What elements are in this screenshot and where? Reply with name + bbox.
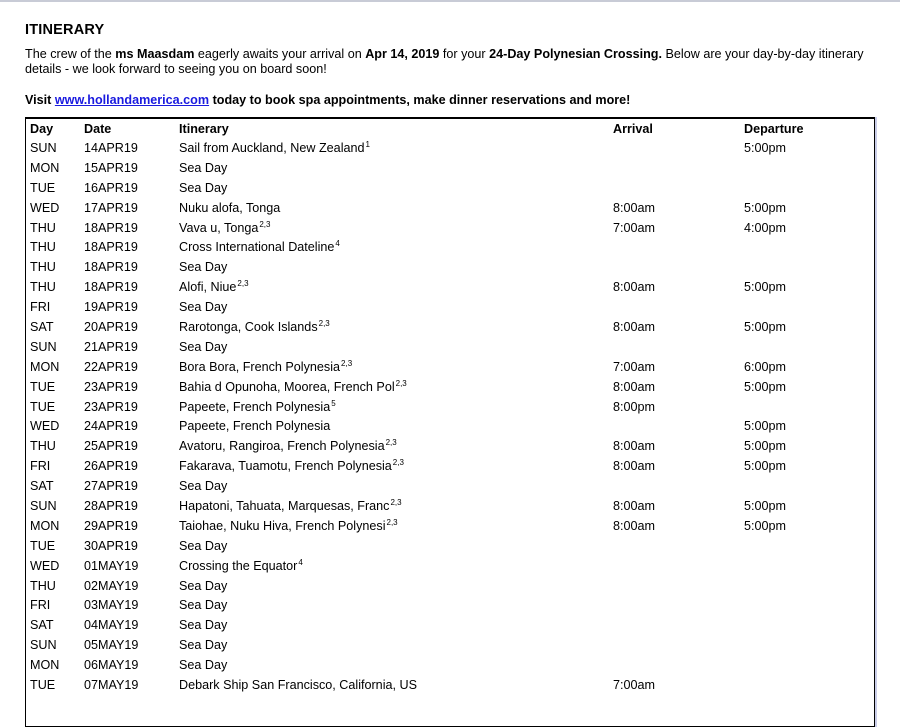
cell-arrival <box>613 257 744 277</box>
cell-itinerary <box>179 635 613 655</box>
cell-day: WED <box>30 558 60 573</box>
cell-day: WED <box>30 200 60 215</box>
cell-day: THU <box>30 439 56 454</box>
cell-day: MON <box>30 658 60 673</box>
table-row <box>26 675 874 695</box>
itinerary-table-body <box>26 138 874 695</box>
itinerary-text: Nuku alofa, Tonga <box>179 200 281 215</box>
itinerary-text: Sea Day <box>179 180 228 195</box>
cell-arrival <box>613 595 744 615</box>
cell-day: MON <box>30 518 60 533</box>
sail-date: Apr 14, 2019 <box>365 47 440 61</box>
table-row <box>26 138 874 158</box>
cell-date: 16APR19 <box>84 180 138 195</box>
table-row <box>26 536 874 556</box>
top-divider <box>0 0 900 2</box>
table-row <box>26 357 874 377</box>
cell-departure <box>744 476 874 496</box>
itinerary-text: Sea Day <box>179 479 228 494</box>
cell-arrival <box>613 297 744 317</box>
cell-day: SAT <box>30 479 54 494</box>
itinerary-text: Bahia d Opunoha, Moorea, French Pol <box>179 379 395 394</box>
table-row <box>26 595 874 615</box>
cell-day: SUN <box>30 498 57 513</box>
itinerary-text: Sail from Auckland, New Zealand <box>179 140 365 155</box>
cell-day: SAT <box>30 618 54 633</box>
itinerary-text: Sea Day <box>179 618 228 633</box>
cell-departure <box>744 337 874 357</box>
footnote-marker: 1 <box>365 139 370 149</box>
table-header-row <box>26 119 874 138</box>
table-row <box>26 237 874 257</box>
cell-itinerary <box>179 397 613 417</box>
cell-arrival <box>613 178 744 198</box>
cell-itinerary <box>179 536 613 556</box>
itinerary-text: Vava u, Tonga <box>179 220 259 235</box>
visit-line <box>25 93 875 108</box>
intro-text-1: The crew of the <box>25 47 116 61</box>
cell-departure <box>744 536 874 556</box>
cell-departure: 5:00pm <box>744 439 787 454</box>
cell-day: WED <box>30 419 60 434</box>
cell-itinerary <box>179 257 613 277</box>
cell-departure: 5:00pm <box>744 419 787 434</box>
cell-day: THU <box>30 260 56 275</box>
cell-arrival <box>613 138 744 158</box>
cell-day: SAT <box>30 319 54 334</box>
footnote-marker: 2,3 <box>386 517 398 527</box>
cell-date: 27APR19 <box>84 479 138 494</box>
table-row <box>26 576 874 596</box>
cell-arrival: 8:00am <box>613 280 656 295</box>
cell-date: 22APR19 <box>84 359 138 374</box>
cell-itinerary <box>179 198 613 218</box>
footnote-marker: 4 <box>298 557 303 567</box>
cell-date: 06MAY19 <box>84 658 139 673</box>
cell-date: 04MAY19 <box>84 618 139 633</box>
cell-date: 21APR19 <box>84 339 138 354</box>
table-row <box>26 556 874 576</box>
table-row <box>26 178 874 198</box>
itinerary-text: Sea Day <box>179 638 228 653</box>
cell-departure: 5:00pm <box>744 379 787 394</box>
itinerary-text: Rarotonga, Cook Islands <box>179 319 318 334</box>
cell-itinerary <box>179 138 613 158</box>
itinerary-text: Taiohae, Nuku Hiva, French Polynesi <box>179 518 386 533</box>
visit-suffix: today to book spa appointments, make dinner reservations and more! <box>209 93 631 107</box>
cell-departure <box>744 655 874 675</box>
table-row <box>26 317 874 337</box>
table-row <box>26 516 874 536</box>
footnote-marker: 2,3 <box>395 378 407 388</box>
itinerary-text: Sea Day <box>179 160 228 175</box>
cell-itinerary <box>179 655 613 675</box>
footnote-marker: 2,3 <box>385 438 397 448</box>
cell-itinerary <box>179 496 613 516</box>
header-day: Day <box>30 121 54 136</box>
cell-date: 18APR19 <box>84 260 138 275</box>
cell-itinerary <box>179 436 613 456</box>
cell-date: 25APR19 <box>84 439 138 454</box>
cell-day: SUN <box>30 140 57 155</box>
cell-arrival <box>613 416 744 436</box>
cell-itinerary <box>179 297 613 317</box>
table-row <box>26 615 874 635</box>
cell-arrival: 8:00pm <box>613 399 656 414</box>
itinerary-text: Alofi, Niue <box>179 280 237 295</box>
cell-itinerary <box>179 357 613 377</box>
cell-arrival: 8:00am <box>613 518 656 533</box>
cell-date: 29APR19 <box>84 518 138 533</box>
table-row <box>26 635 874 655</box>
cell-arrival: 8:00am <box>613 439 656 454</box>
cell-day: SUN <box>30 339 57 354</box>
cell-departure <box>744 297 874 317</box>
cell-itinerary <box>179 615 613 635</box>
cell-itinerary <box>179 595 613 615</box>
cell-departure: 5:00pm <box>744 518 787 533</box>
cell-departure <box>744 576 874 596</box>
footnote-marker: 2,3 <box>318 318 330 328</box>
footnote-marker: 2,3 <box>341 358 353 368</box>
header-departure: Departure <box>744 121 804 136</box>
table-row <box>26 277 874 297</box>
intro-text-2: eagerly awaits your arrival on <box>194 47 366 61</box>
cell-arrival: 8:00am <box>613 459 656 474</box>
cell-itinerary <box>179 456 613 476</box>
cell-date: 26APR19 <box>84 459 138 474</box>
cell-departure <box>744 556 874 576</box>
cell-itinerary <box>179 516 613 536</box>
cell-departure: 5:00pm <box>744 319 787 334</box>
cell-day: THU <box>30 280 56 295</box>
footnote-marker: 4 <box>335 239 340 249</box>
table-row <box>26 257 874 277</box>
cell-itinerary <box>179 277 613 297</box>
cell-departure <box>744 237 874 257</box>
cell-departure: 5:00pm <box>744 140 787 155</box>
cruise-name: 24-Day Polynesian Crossing. <box>489 47 663 61</box>
itinerary-text: Hapatoni, Tahuata, Marquesas, Franc <box>179 498 390 513</box>
itinerary-text: Sea Day <box>179 658 228 673</box>
itinerary-text: Sea Day <box>179 300 228 315</box>
cell-arrival <box>613 536 744 556</box>
table-row <box>26 496 874 516</box>
cell-date: 19APR19 <box>84 300 138 315</box>
cell-itinerary <box>179 337 613 357</box>
itinerary-text: Sea Day <box>179 260 228 275</box>
itinerary-text: Bora Bora, French Polynesia <box>179 359 341 374</box>
cell-day: MON <box>30 160 60 175</box>
intro-text-4: Below are your day-by-day itinerary details - we look forward to seeing you on board soon! <box>25 47 864 76</box>
cell-arrival <box>613 337 744 357</box>
footnote-marker: 2,3 <box>237 279 249 289</box>
intro-paragraph <box>25 47 875 77</box>
cell-arrival <box>613 237 744 257</box>
cell-arrival <box>613 556 744 576</box>
footnote-marker: 2,3 <box>392 458 404 468</box>
ship-name: ms Maasdam <box>115 47 195 61</box>
cell-date: 23APR19 <box>84 379 138 394</box>
itinerary-text: Debark Ship San Francisco, California, US <box>179 677 417 692</box>
intro-text-3: for your <box>439 47 490 61</box>
cell-date: 17APR19 <box>84 200 138 215</box>
cell-day: TUE <box>30 399 56 414</box>
cell-day: TUE <box>30 379 56 394</box>
cell-date: 07MAY19 <box>84 677 139 692</box>
cell-date: 30APR19 <box>84 538 138 553</box>
cell-departure <box>744 178 874 198</box>
cell-departure: 5:00pm <box>744 280 787 295</box>
cell-departure: 5:00pm <box>744 200 787 215</box>
cell-itinerary <box>179 476 613 496</box>
cell-day: TUE <box>30 677 56 692</box>
cell-arrival <box>613 615 744 635</box>
table-row <box>26 397 874 417</box>
itinerary-text: Papeete, French Polynesia <box>179 399 331 414</box>
cell-date: 15APR19 <box>84 160 138 175</box>
cell-arrival <box>613 655 744 675</box>
table-row <box>26 476 874 496</box>
itinerary-section <box>25 22 875 692</box>
cell-itinerary <box>179 237 613 257</box>
table-row <box>26 377 874 397</box>
table-row <box>26 655 874 675</box>
cell-arrival: 8:00am <box>613 498 656 513</box>
cell-date: 24APR19 <box>84 419 138 434</box>
itinerary-text: Papeete, French Polynesia <box>179 419 331 434</box>
table-row <box>26 218 874 238</box>
page-title: ITINERARY <box>25 22 105 38</box>
cell-departure: 5:00pm <box>744 459 787 474</box>
cell-departure <box>744 397 874 417</box>
cell-day: SUN <box>30 638 57 653</box>
cell-date: 02MAY19 <box>84 578 139 593</box>
itinerary-text: Avatoru, Rangiroa, French Polynesia <box>179 439 385 454</box>
cell-arrival: 7:00am <box>613 220 656 235</box>
cell-departure <box>744 595 874 615</box>
header-arrival: Arrival <box>613 121 653 136</box>
itinerary-text: Cross International Dateline <box>179 240 335 255</box>
cell-arrival: 7:00am <box>613 359 656 374</box>
itinerary-text: Sea Day <box>179 339 228 354</box>
cell-itinerary <box>179 317 613 337</box>
cell-date: 03MAY19 <box>84 598 139 613</box>
cell-date: 18APR19 <box>84 240 138 255</box>
table-row <box>26 456 874 476</box>
table-row <box>26 416 874 436</box>
website-link[interactable]: www.hollandamerica.com <box>54 93 210 107</box>
cell-date: 23APR19 <box>84 399 138 414</box>
footnote-marker: 2,3 <box>259 219 271 229</box>
table-row <box>26 198 874 218</box>
footnote-marker: 2,3 <box>390 497 402 507</box>
cell-day: FRI <box>30 300 51 315</box>
cell-day: TUE <box>30 180 56 195</box>
table-row <box>26 436 874 456</box>
cell-date: 28APR19 <box>84 498 138 513</box>
itinerary-table <box>26 119 874 695</box>
table-row <box>26 337 874 357</box>
visit-prefix: Visit <box>25 93 55 107</box>
cell-departure: 4:00pm <box>744 220 787 235</box>
cell-date: 18APR19 <box>84 220 138 235</box>
cell-arrival <box>613 476 744 496</box>
table-row <box>26 158 874 178</box>
cell-arrival: 8:00am <box>613 319 656 334</box>
itinerary-table-box <box>25 117 875 727</box>
cell-date: 20APR19 <box>84 319 138 334</box>
header-itinerary: Itinerary <box>179 121 229 136</box>
cell-departure: 6:00pm <box>744 359 787 374</box>
cell-departure <box>744 615 874 635</box>
cell-itinerary <box>179 576 613 596</box>
itinerary-text: Sea Day <box>179 598 228 613</box>
itinerary-text: Crossing the Equator <box>179 558 298 573</box>
cell-itinerary <box>179 158 613 178</box>
cell-date: 05MAY19 <box>84 638 139 653</box>
cell-date: 01MAY19 <box>84 558 139 573</box>
cell-day: TUE <box>30 538 56 553</box>
cell-itinerary <box>179 416 613 436</box>
cell-arrival <box>613 635 744 655</box>
cell-departure: 5:00pm <box>744 498 787 513</box>
footnote-marker: 5 <box>331 398 336 408</box>
cell-day: THU <box>30 578 56 593</box>
itinerary-text: Sea Day <box>179 538 228 553</box>
cell-itinerary <box>179 556 613 576</box>
itinerary-text: Sea Day <box>179 578 228 593</box>
cell-itinerary <box>179 675 613 695</box>
cell-arrival <box>613 158 744 178</box>
cell-departure <box>744 675 874 695</box>
cell-day: FRI <box>30 459 51 474</box>
cell-date: 18APR19 <box>84 280 138 295</box>
cell-day: THU <box>30 240 56 255</box>
itinerary-text: Fakarava, Tuamotu, French Polynesia <box>179 459 392 474</box>
cell-departure <box>744 257 874 277</box>
header-date: Date <box>84 121 112 136</box>
cell-date: 14APR19 <box>84 140 138 155</box>
cell-arrival: 7:00am <box>613 677 656 692</box>
cell-itinerary <box>179 178 613 198</box>
table-row <box>26 297 874 317</box>
cell-day: FRI <box>30 598 51 613</box>
cell-arrival: 8:00am <box>613 200 656 215</box>
cell-arrival: 8:00am <box>613 379 656 394</box>
cell-departure <box>744 635 874 655</box>
cell-itinerary <box>179 218 613 238</box>
cell-itinerary <box>179 377 613 397</box>
cell-departure <box>744 158 874 178</box>
cell-day: MON <box>30 359 60 374</box>
cell-arrival <box>613 576 744 596</box>
cell-day: THU <box>30 220 56 235</box>
